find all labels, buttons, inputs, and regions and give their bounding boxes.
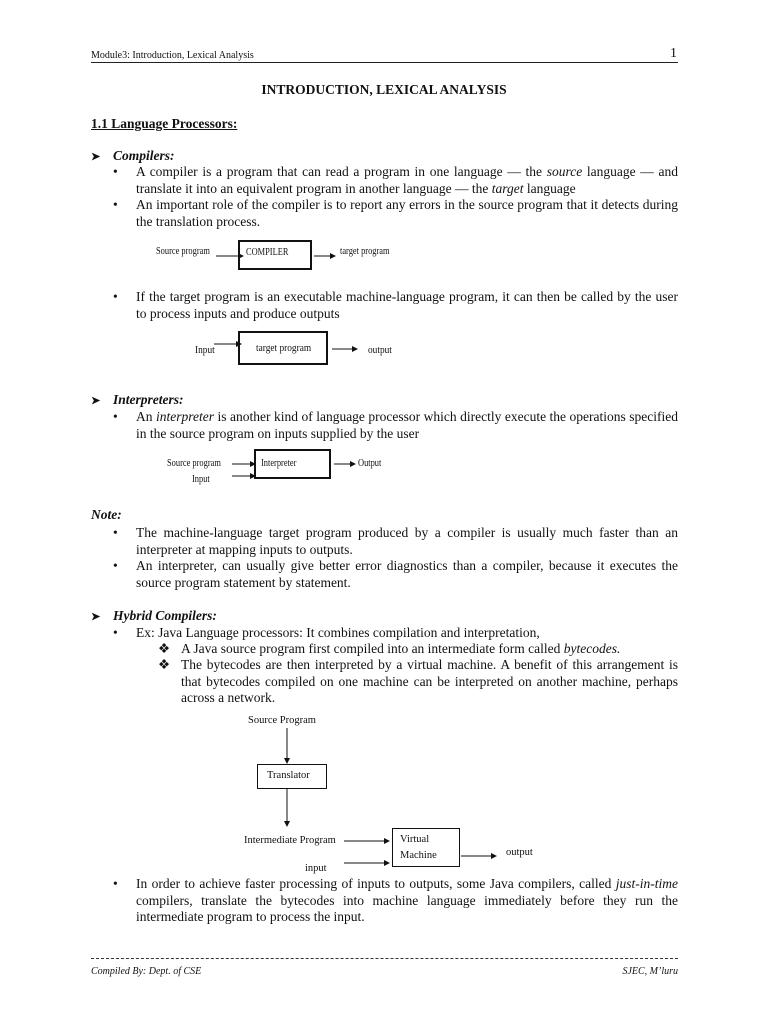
interpreters-heading: ➤ Interpreters: <box>91 392 184 407</box>
arrow-icon <box>334 458 358 472</box>
list-item: • Ex: Java Language processors: It combines compilation and interpretation, <box>113 625 540 640</box>
bullet-icon: • <box>113 558 118 573</box>
interpreter-box: Interpreter <box>254 449 331 479</box>
bullet-icon: • <box>113 197 118 212</box>
bullet-icon: • <box>113 409 118 424</box>
arrow-bullet-icon: ➤ <box>91 151 101 163</box>
bullet-icon: • <box>113 876 118 891</box>
diagram-label: target program <box>340 246 390 257</box>
diagram-label: input <box>305 863 327 874</box>
running-header: Module3: Introduction, Lexical Analysis <box>91 50 254 61</box>
note-heading: Note: <box>91 507 122 522</box>
arrow-bullet-icon: ➤ <box>91 611 101 623</box>
compilers-heading: ➤ Compilers: <box>91 148 175 163</box>
diagram-label: Source Program <box>248 715 316 726</box>
diagram-label: output <box>506 847 533 858</box>
arrow-down-icon <box>280 728 294 766</box>
compiler-box: COMPILER <box>238 240 312 270</box>
diagram-label: Output <box>358 458 382 469</box>
hybrid-heading: ➤ Hybrid Compilers: <box>91 608 217 623</box>
diagram-label: Source program <box>167 458 221 469</box>
diamond-bullet-icon: ❖ <box>158 641 171 656</box>
arrow-icon <box>332 342 360 356</box>
footer-rule <box>91 958 678 959</box>
list-item: ❖ The bytecodes are then interpreted by a virtual machine. A benefit of this arrangement is that bytecodes compiled on one machine can be interpreted on another machine, perhaps across a network. <box>158 657 678 705</box>
list-item: • A compiler is a program that can read a program in one language — the source language — and translate it into an equivalent program in another language — the target language <box>113 164 678 196</box>
diagram-label: Input <box>195 344 215 356</box>
bullet-icon: • <box>113 289 118 304</box>
list-item: • In order to achieve faster processing of inputs to outputs, some Java compilers, called just-in-time compilers, translate the bytecodes into machine language immediately before they run the intermediate program to process the input. <box>113 876 678 924</box>
target-program-box: target program <box>238 331 328 365</box>
arrow-down-icon <box>280 789 294 829</box>
arrow-bullet-icon: ➤ <box>91 395 101 407</box>
bullet-icon: • <box>113 625 118 640</box>
page-number: 1 <box>670 46 677 61</box>
list-item: • An interpreter, can usually give better error diagnostics than a compiler, because it executes the source program statement by statement. <box>113 558 678 590</box>
list-item: • If the target program is an executable machine-language program, it can then be called by the user to process inputs and produce outputs <box>113 289 678 321</box>
arrow-icon <box>461 850 501 864</box>
diagram-label: Input <box>192 474 210 485</box>
list-item: • An interpreter is another kind of language processor which directly execute the operations specified in the source program on inputs supplied by the user <box>113 409 678 441</box>
list-item: • The machine-language target program produced by a compiler is usually much faster than an interpreter at mapping inputs to outputs. <box>113 525 678 557</box>
diagram-label: Intermediate Program <box>244 835 336 846</box>
bullet-icon: • <box>113 525 118 540</box>
diamond-bullet-icon: ❖ <box>158 657 171 672</box>
virtual-machine-box: Virtual Machine <box>392 828 460 867</box>
diagram-label: Source program <box>156 246 210 257</box>
diagram-label: output <box>368 344 392 356</box>
section-title: 1.1 Language Processors: <box>91 116 238 131</box>
arrows-icon <box>344 834 392 868</box>
header-rule <box>91 62 678 63</box>
page-title: INTRODUCTION, LEXICAL ANALYSIS <box>261 82 507 97</box>
list-item: ❖ A Java source program first compiled into an intermediate form called bytecodes. <box>158 641 621 656</box>
arrow-icon <box>314 248 338 262</box>
translator-box: Translator <box>257 764 327 789</box>
footer-right: SJEC, M’luru <box>622 966 678 977</box>
bullet-icon: • <box>113 164 118 179</box>
list-item: • An important role of the compiler is to report any errors in the source program that it detects during the translation process. <box>113 197 678 229</box>
footer-left: Compiled By: Dept. of CSE <box>91 966 202 977</box>
